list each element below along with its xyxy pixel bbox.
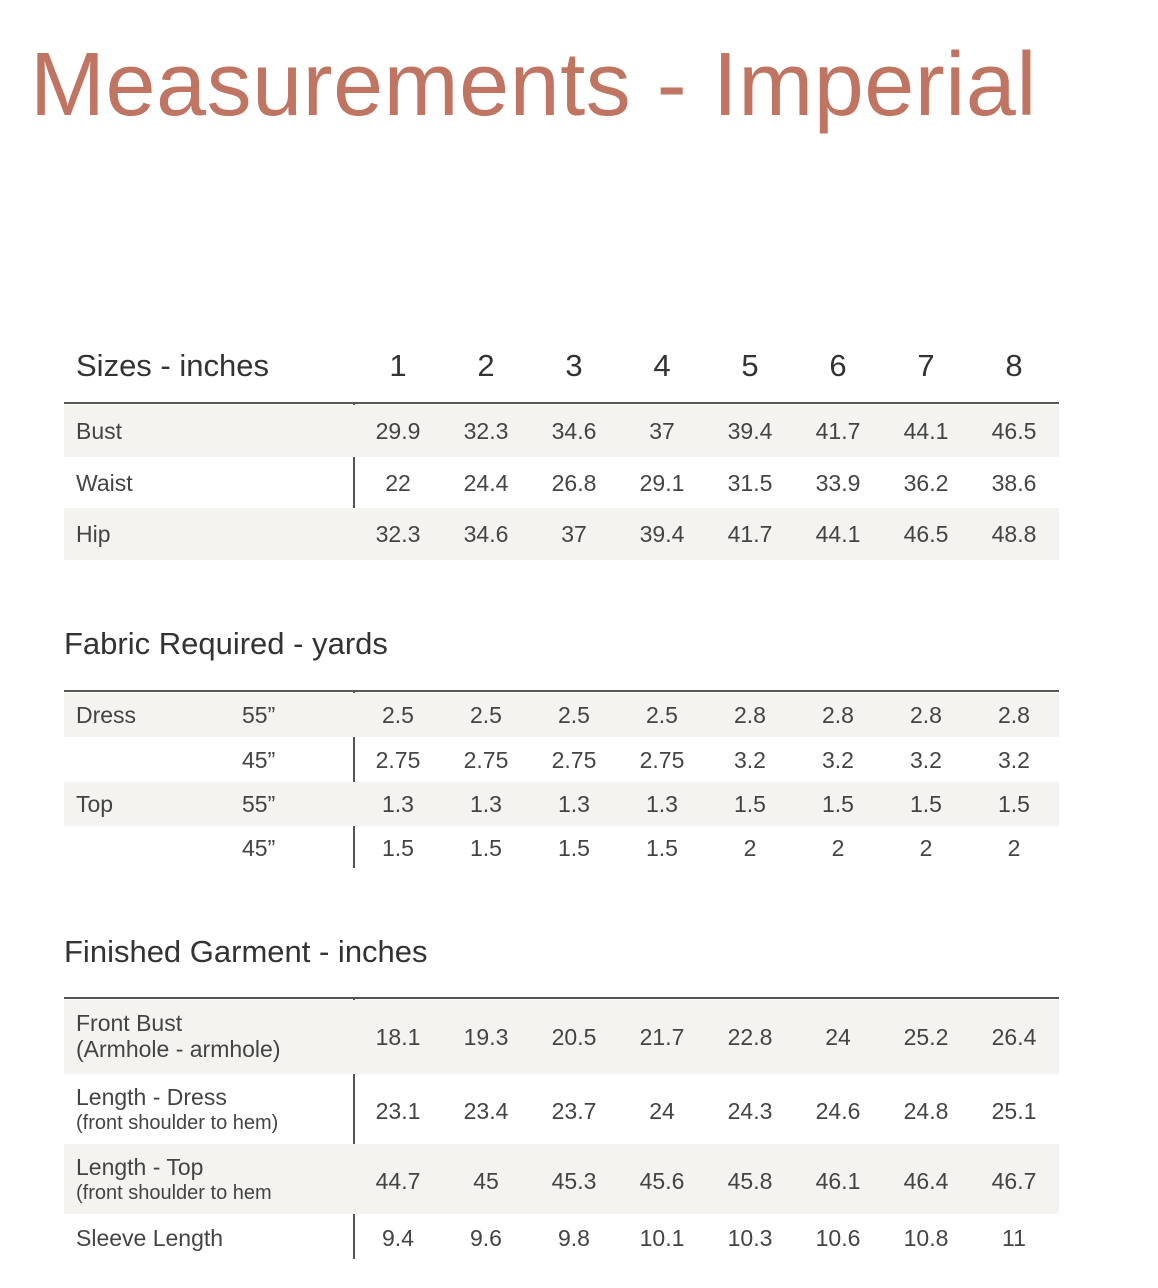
table-row [64, 826, 1059, 870]
fabric-width: 55” [242, 702, 276, 728]
table-cell: 23.7 [551, 1098, 597, 1124]
table-divider [64, 997, 1059, 999]
row-label-main: Length - Dress [76, 1084, 227, 1110]
table-cell: 26.8 [551, 470, 597, 496]
table-cell: 2.75 [463, 747, 509, 773]
size-6: 6 [829, 348, 847, 383]
table-cell: 2.8 [734, 702, 766, 728]
table-cell: 3.2 [910, 747, 942, 773]
table-cell: 24.3 [727, 1098, 773, 1124]
table-cell: 37 [561, 521, 587, 547]
table-cell: 2.75 [551, 747, 597, 773]
table-cell: 26.4 [991, 1024, 1037, 1050]
table-row [64, 508, 1059, 560]
table-cell: 45.6 [639, 1168, 685, 1194]
table-cell: 34.6 [463, 521, 509, 547]
table-cell: 19.3 [463, 1024, 509, 1050]
row-label-main: Front Bust [76, 1010, 183, 1036]
size-4: 4 [653, 348, 671, 383]
table-cell: 3.2 [734, 747, 766, 773]
row-label: Waist [76, 470, 133, 496]
table-cell: 3.2 [822, 747, 854, 773]
table-cell: 29.1 [639, 470, 685, 496]
table-divider [64, 690, 1059, 692]
size-5: 5 [741, 348, 759, 383]
table-cell: 2.5 [646, 702, 678, 728]
fabric-width: 45” [242, 747, 276, 773]
page-title: Measurements - Imperial [30, 35, 1037, 135]
table-row [64, 457, 1059, 509]
table-cell: 48.8 [991, 521, 1037, 547]
table-cell: 29.9 [375, 418, 421, 444]
table-cell: 1.5 [734, 791, 766, 817]
row-label-sub: (front shoulder to hem [76, 1182, 272, 1204]
table-cell: 23.4 [463, 1098, 509, 1124]
table-cell: 10.1 [639, 1225, 685, 1251]
table-row [64, 1144, 1059, 1214]
fabric-width: 55” [242, 791, 276, 817]
table-cell: 1.3 [558, 791, 590, 817]
table-cell: 1.5 [382, 835, 414, 861]
table-cell: 32.3 [375, 521, 421, 547]
row-label: Hip [76, 521, 111, 547]
table-cell: 46.4 [903, 1168, 949, 1194]
table-row [64, 1000, 1059, 1074]
table-cell: 34.6 [551, 418, 597, 444]
size-3: 3 [565, 348, 583, 383]
row-label: Dress [76, 702, 137, 728]
table-cell: 10.6 [815, 1225, 861, 1251]
table-cell: 46.5 [991, 418, 1037, 444]
table-cell: 2 [919, 835, 933, 861]
table-cell: 25.2 [903, 1024, 949, 1050]
table-divider [64, 402, 1059, 404]
table-cell: 41.7 [727, 521, 773, 547]
table-cell: 1.5 [558, 835, 590, 861]
table-cell: 10.3 [727, 1225, 773, 1251]
table-cell: 2 [1007, 835, 1021, 861]
table-cell: 44.7 [375, 1168, 421, 1194]
table-cell: 1.5 [910, 791, 942, 817]
table-cell: 2.75 [639, 747, 685, 773]
table-cell: 2.75 [375, 747, 421, 773]
table-cell: 1.5 [470, 835, 502, 861]
table-cell: 36.2 [903, 470, 949, 496]
table-cell: 1.3 [470, 791, 502, 817]
size-2: 2 [477, 348, 495, 383]
table-cell: 9.4 [382, 1225, 414, 1251]
table-cell: 22 [385, 470, 411, 496]
table-cell: 2.8 [910, 702, 942, 728]
table-cell: 46.1 [815, 1168, 861, 1194]
row-label: Top [76, 791, 114, 817]
table-cell: 2.5 [558, 702, 590, 728]
table-cell: 1.5 [822, 791, 854, 817]
table-cell: 20.5 [551, 1024, 597, 1050]
row-label: Bust [76, 418, 123, 444]
table-cell: 2.5 [470, 702, 502, 728]
row-label: Sleeve Length [76, 1225, 224, 1251]
table-cell: 24 [825, 1024, 851, 1050]
row-label [76, 1153, 272, 1205]
table-cell: 31.5 [727, 470, 773, 496]
row-label-main: Length - Top [76, 1154, 204, 1180]
table-cell: 2 [743, 835, 757, 861]
table-cell: 46.7 [991, 1168, 1037, 1194]
table-cell: 1.3 [382, 791, 414, 817]
table-cell: 32.3 [463, 418, 509, 444]
fabric-width: 45” [242, 835, 276, 861]
table-cell: 24.8 [903, 1098, 949, 1124]
sizes-label: Sizes - inches [76, 348, 269, 383]
table-cell: 44.1 [903, 418, 949, 444]
table-cell: 2.5 [382, 702, 414, 728]
table-cell: 2.8 [998, 702, 1030, 728]
table-cell: 1.5 [646, 835, 678, 861]
fabric-section-title: Fabric Required - yards [64, 626, 388, 661]
table-row [64, 782, 1059, 826]
sizes-header [64, 340, 1059, 400]
row-label-sub: (front shoulder to hem) [76, 1112, 279, 1134]
table-cell: 24.4 [463, 470, 509, 496]
table-cell: 45.8 [727, 1168, 773, 1194]
table-cell: 24.6 [815, 1098, 861, 1124]
size-7: 7 [917, 348, 935, 383]
size-1: 1 [389, 348, 407, 383]
table-cell: 2.8 [822, 702, 854, 728]
table-cell: 45.3 [551, 1168, 597, 1194]
table-cell: 22.8 [727, 1024, 773, 1050]
finished-section-title: Finished Garment - inches [64, 934, 428, 969]
table-cell: 21.7 [639, 1024, 685, 1050]
size-8: 8 [1005, 348, 1023, 383]
table-cell: 9.8 [558, 1225, 590, 1251]
table-cell: 18.1 [375, 1024, 421, 1050]
table-cell: 39.4 [727, 418, 773, 444]
table-cell: 9.6 [470, 1225, 502, 1251]
table-cell: 11 [1002, 1225, 1026, 1251]
table-row [64, 405, 1059, 457]
table-cell: 46.5 [903, 521, 949, 547]
table-cell: 3.2 [998, 747, 1030, 773]
table-cell: 2 [831, 835, 845, 861]
table-cell: 24 [649, 1098, 675, 1124]
table-cell: 39.4 [639, 521, 685, 547]
row-label-sub: (Armhole - armhole) [76, 1036, 281, 1062]
row-label [76, 1009, 281, 1061]
table-cell: 38.6 [991, 470, 1037, 496]
table-cell: 1.3 [646, 791, 678, 817]
table-cell: 1.5 [998, 791, 1030, 817]
table-cell: 41.7 [815, 418, 861, 444]
table-row [64, 1214, 1059, 1262]
table-row [64, 693, 1059, 737]
table-cell: 33.9 [815, 470, 861, 496]
table-cell: 10.8 [903, 1225, 949, 1251]
table-cell: 25.1 [991, 1098, 1037, 1124]
table-row [64, 738, 1059, 782]
table-cell: 45 [473, 1168, 499, 1194]
table-cell: 23.1 [375, 1098, 421, 1124]
table-row [64, 1074, 1059, 1144]
table-cell: 37 [649, 418, 675, 444]
row-label [76, 1083, 278, 1135]
table-cell: 44.1 [815, 521, 861, 547]
